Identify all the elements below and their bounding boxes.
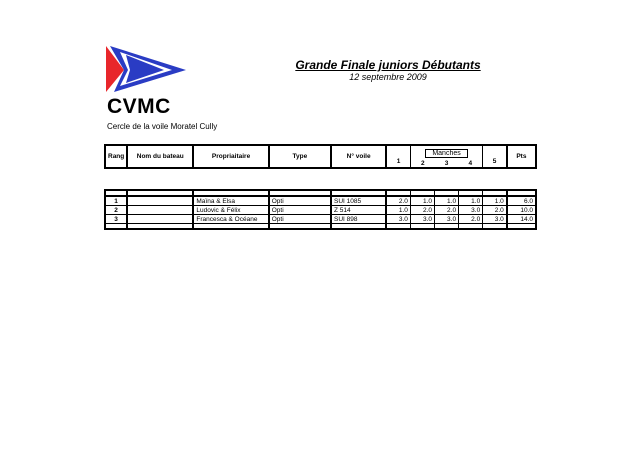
header-race-5: 5 bbox=[483, 145, 507, 168]
club-full-name: Cercle de la voile Moratel Cully bbox=[107, 122, 218, 131]
row-owner: Maïna & Elsa bbox=[193, 196, 268, 206]
row-type: Opti bbox=[269, 215, 331, 224]
row-points: 6.0 bbox=[507, 196, 536, 206]
row-boat-name bbox=[127, 206, 193, 215]
row-race-4: 1.0 bbox=[459, 196, 483, 206]
header-manches: Manches bbox=[425, 149, 467, 158]
event-title: Grande Finale juniors Débutants bbox=[295, 58, 481, 72]
header-rang: Rang bbox=[105, 145, 127, 168]
club-abbreviation: CVMC bbox=[107, 95, 171, 118]
header-race-3: 3 bbox=[444, 160, 449, 167]
row-race-2: 2.0 bbox=[410, 206, 434, 215]
row-race-4: 2.0 bbox=[459, 215, 483, 224]
row-owner: Francesca & Océane bbox=[193, 215, 268, 224]
row-race-2: 3.0 bbox=[410, 215, 434, 224]
row-rank: 1 bbox=[105, 196, 127, 206]
header-manches-group bbox=[410, 145, 482, 168]
row-type: Opti bbox=[269, 206, 331, 215]
row-race-5: 2.0 bbox=[483, 206, 507, 215]
row-rank: 2 bbox=[105, 206, 127, 215]
spacer-row-bottom bbox=[105, 224, 536, 230]
table-row bbox=[105, 206, 536, 215]
row-sail-number: Z 514 bbox=[331, 206, 386, 215]
header-points: Pts bbox=[507, 145, 536, 168]
row-points: 10.0 bbox=[507, 206, 536, 215]
table-row bbox=[105, 196, 536, 206]
header-sail-number: N° voile bbox=[331, 145, 386, 168]
row-points: 14.0 bbox=[507, 215, 536, 224]
row-race-5: 1.0 bbox=[483, 196, 507, 206]
row-sail-number: SUI 898 bbox=[331, 215, 386, 224]
header-race-1: 1 bbox=[386, 145, 410, 168]
row-rank: 3 bbox=[105, 215, 127, 224]
row-race-3: 2.0 bbox=[434, 206, 458, 215]
row-race-3: 1.0 bbox=[434, 196, 458, 206]
row-race-5: 3.0 bbox=[483, 215, 507, 224]
header-boat-name: Nom du bateau bbox=[127, 145, 193, 168]
row-race-3: 3.0 bbox=[434, 215, 458, 224]
event-date: 12 septembre 2009 bbox=[349, 72, 427, 82]
header-owner: Propriaitaire bbox=[193, 145, 268, 168]
results-body-table bbox=[104, 189, 537, 230]
header-race-2: 2 bbox=[420, 160, 425, 167]
header-type: Type bbox=[269, 145, 331, 168]
row-owner: Ludovic & Félix bbox=[193, 206, 268, 215]
row-race-1: 1.0 bbox=[386, 206, 410, 215]
table-row bbox=[105, 215, 536, 224]
results-header-table bbox=[104, 144, 537, 169]
row-race-2: 1.0 bbox=[410, 196, 434, 206]
row-type: Opti bbox=[269, 196, 331, 206]
row-sail-number: SUI 1085 bbox=[331, 196, 386, 206]
row-race-4: 3.0 bbox=[459, 206, 483, 215]
row-race-1: 3.0 bbox=[386, 215, 410, 224]
cvmc-burgee-logo bbox=[106, 46, 186, 92]
row-boat-name bbox=[127, 196, 193, 206]
header-race-4: 4 bbox=[468, 160, 473, 167]
row-boat-name bbox=[127, 215, 193, 224]
row-race-1: 2.0 bbox=[386, 196, 410, 206]
